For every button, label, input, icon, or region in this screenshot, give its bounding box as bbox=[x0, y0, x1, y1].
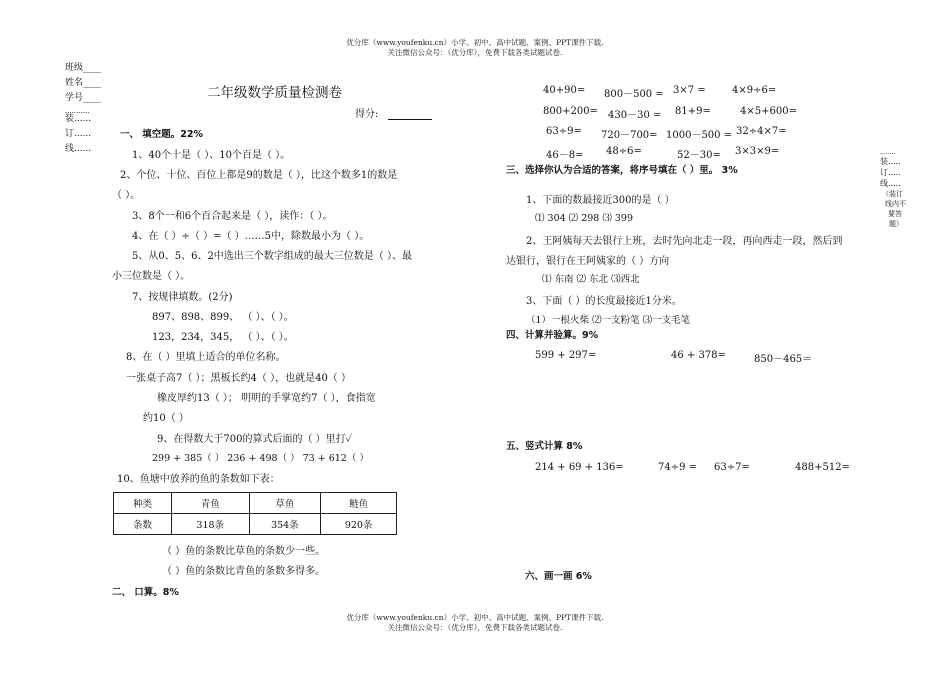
s1-q9: 9、在得数大于700的算式后面的（ ）里打✓ bbox=[157, 434, 353, 445]
s1-q4: 4、在（ ）÷（ ）=（ ）……5中，除数最小为（ ）。 bbox=[132, 231, 370, 242]
score-label bbox=[355, 105, 432, 120]
s3-q2a: 2、王阿姨每天去银行上班，去时先向北走一段，再向西走一段，然后到 bbox=[526, 236, 843, 247]
table-header-cell: 鲢鱼 bbox=[321, 493, 397, 514]
s1-q8b: 橡皮厚约13（ ）； 明明的手掌宽约7（ ），食指宽 bbox=[157, 393, 376, 404]
s3-q2-options: ⑴ 东南 ⑵ 东北 ⑶西北 bbox=[542, 274, 640, 285]
vertical-calc-item: 74÷9 = bbox=[658, 462, 698, 473]
oral-item: 63÷9= bbox=[546, 126, 582, 137]
table-header-cell: 草鱼 bbox=[249, 493, 321, 514]
table-cell: 354条 bbox=[249, 514, 321, 535]
section4-heading: 四、计算并验算。9% bbox=[506, 330, 599, 341]
s1-q2b: （ ）。 bbox=[112, 190, 141, 201]
oral-item: 4×5+600= bbox=[740, 106, 797, 117]
calc-item: 46 + 378= bbox=[671, 350, 726, 361]
s1-q2a: 2、个位、十位、百位上都是9的数是（ ），比这个数多1的数是 bbox=[120, 170, 398, 181]
oral-item: 800+200= bbox=[543, 106, 598, 117]
paper-title: 二年级数学质量检测卷 bbox=[207, 85, 342, 101]
right-margin-dots: ........ bbox=[880, 149, 896, 156]
table-cell: 条数 bbox=[114, 514, 172, 535]
binding-note-2: 线内不 bbox=[885, 200, 906, 208]
s1-q5a: 5、从0、5、6、2中选出三个数字组成的最大三位数是（ ）、最 bbox=[132, 251, 412, 262]
table-row bbox=[114, 514, 397, 535]
oral-item: 1000－500 = bbox=[666, 130, 733, 141]
right-binding-xian: 线..... bbox=[880, 179, 901, 188]
s1-q5b: 小三位数是（ ）。 bbox=[112, 271, 191, 282]
table-cell: 920条 bbox=[321, 514, 397, 535]
s3-q2b: 达银行，银行在王阿姨家的（ ）方向 bbox=[506, 256, 670, 267]
s1-q1: 1、40个十是（ ）、10个百是（ ）。 bbox=[132, 150, 291, 161]
section1-heading: 一、 填空题。22% bbox=[120, 129, 204, 140]
table-header-cell: 青鱼 bbox=[171, 493, 249, 514]
section5-heading: 五、竖式计算 8% bbox=[506, 441, 583, 452]
oral-item: 3×7 = bbox=[673, 85, 706, 96]
oral-item: 3×3×9= bbox=[735, 146, 780, 157]
footer-line-2: 关注微信公众号：（优分库），免费下载各类试题试卷. bbox=[387, 623, 563, 632]
section2-heading: 二、 口算。8% bbox=[112, 587, 179, 598]
table-header-row bbox=[114, 493, 397, 514]
calc-item: 850－465＝ bbox=[754, 354, 813, 365]
oral-item: 48÷6= bbox=[606, 146, 642, 157]
s1-q7b: 123，234，345， （ ）、（ ）。 bbox=[152, 332, 294, 343]
vertical-calc-item: 488+512= bbox=[795, 462, 850, 473]
s3-q1: 1、下面的数最接近300的是（ ） bbox=[526, 195, 675, 206]
table-cell: 318条 bbox=[171, 514, 249, 535]
section3-heading: 三、选择你认为合适的答案，将序号填在（ ）里。 3% bbox=[506, 165, 738, 176]
name-label: 姓名____ bbox=[65, 78, 102, 88]
header-line-1: 优分库（www.youfenku.cn）小学、初中、高中试题、案例、PPT课件下载. bbox=[346, 38, 604, 47]
s1-q3: 3、8个一和6个百合起来是（ ），读作：（ ）。 bbox=[132, 211, 333, 222]
score-blank[interactable] bbox=[388, 109, 432, 120]
right-binding-zhuang: 装..... bbox=[880, 157, 901, 166]
s1-q8: 8、在（ ）里填上适合的单位名称。 bbox=[126, 352, 286, 363]
binding-xian: 线...... bbox=[65, 144, 92, 154]
binding-note-1: （装订 bbox=[882, 190, 903, 198]
oral-item: 4×9÷6= bbox=[732, 85, 777, 96]
s1-q10a: （ ）鱼的条数比草鱼的条数少一些。 bbox=[162, 546, 326, 557]
binding-note-3: 要答 bbox=[888, 210, 902, 218]
footer-line-1: 优分库（www.youfenku.cn）小学、初中、高中试题、案例、PPT课件下载. bbox=[346, 613, 604, 622]
s1-q10: 10、鱼塘中放养的鱼的条数如下表： bbox=[117, 474, 280, 485]
s3-q1-options: ⑴ 304 ⑵ 298 ⑶ 399 bbox=[535, 213, 633, 224]
header-line-2: 关注微信公众号：（优分库），免费下载各类试题试卷. bbox=[387, 48, 563, 57]
s1-q7a: 897、898、899、 （ ）、（ ）。 bbox=[152, 312, 294, 323]
class-label: 班级____ bbox=[65, 63, 102, 73]
student-id-label: 学号____ bbox=[65, 93, 102, 103]
calc-item: 599 + 297= bbox=[535, 350, 597, 361]
oral-item: 800－500 = bbox=[604, 89, 664, 100]
table-header-cell: 种类 bbox=[114, 493, 172, 514]
right-binding-ding: 订..... bbox=[880, 168, 901, 177]
oral-item: 32÷4×7= bbox=[736, 126, 787, 137]
s3-q3-options: （1）一根火柴 ⑵一支粉笔 ⑶一支毛笔 bbox=[526, 315, 691, 326]
oral-item: 430－30 = bbox=[608, 110, 662, 121]
oral-item: 720－700= bbox=[601, 130, 658, 141]
oral-item: 46－8= bbox=[546, 150, 584, 161]
score-text: 得分: bbox=[355, 109, 379, 120]
s3-q3: 3、下面（ ）的长度最接近1分米。 bbox=[526, 296, 682, 307]
margin-dots: ........... bbox=[65, 107, 90, 115]
oral-item: 52－30= bbox=[677, 150, 721, 161]
s1-q8a: 一张桌子高7（ ）；黑板长约4（ ），也就是40（ ） bbox=[126, 373, 351, 384]
s1-q9a: 299 + 385（ ） 236 + 498（ ） 73 + 612（ ） bbox=[152, 453, 369, 464]
s1-q7: 7、按规律填数。(2分) bbox=[132, 292, 233, 303]
oral-item: 40+90= bbox=[543, 85, 586, 96]
binding-note-4: 题） bbox=[889, 220, 903, 228]
fish-table bbox=[113, 492, 397, 535]
s1-q10b: （ ）鱼的条数比青鱼的条数多得多。 bbox=[162, 566, 326, 577]
section6-heading: 六、画一画 6% bbox=[525, 571, 592, 582]
binding-ding: 订...... bbox=[65, 129, 92, 139]
vertical-calc-item: 63÷7= bbox=[714, 462, 750, 473]
vertical-calc-item: 214 + 69 + 136= bbox=[535, 462, 624, 473]
binding-zhuang: 装...... bbox=[65, 114, 92, 124]
s1-q8c: 约10（ ） bbox=[143, 413, 189, 424]
oral-item: 81+9= bbox=[675, 106, 711, 117]
